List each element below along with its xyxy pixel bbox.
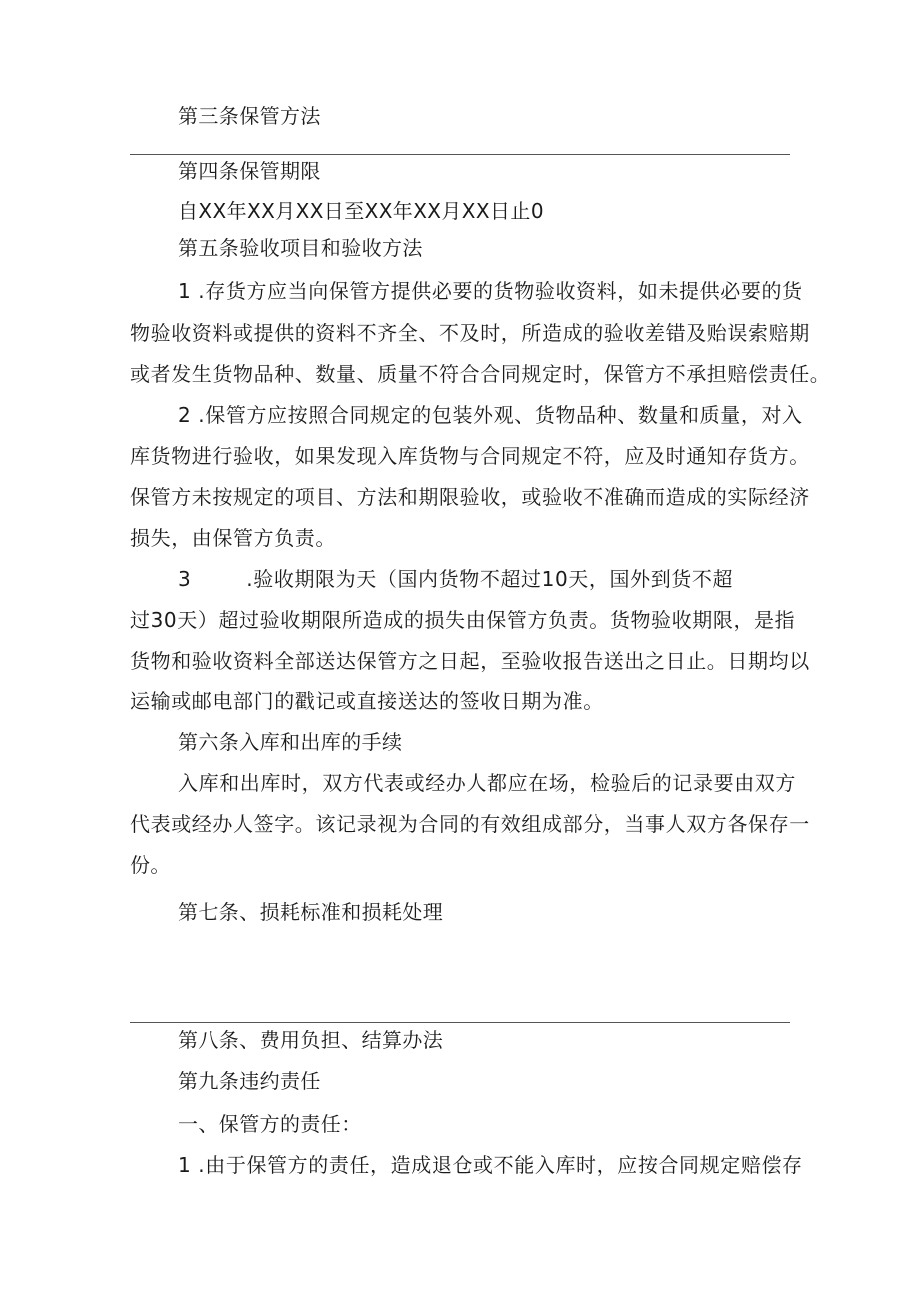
article5-item3-line: 货物和验收资料全部送达保管方之日起，至验收报告送出之日止。日期均以 xyxy=(130,649,810,673)
item-number: 1 xyxy=(178,1153,192,1177)
article9-title: 第九条违约责任 xyxy=(178,1069,321,1093)
article5-item2-line: 损失，由保管方负责。 xyxy=(130,526,336,550)
article5-item2-line: 保管方未按规定的项目、方法和期限验收，或验收不准确而造成的实际经济 xyxy=(130,485,810,509)
item-number: 3 xyxy=(178,567,192,591)
article6-line: 入库和出库时，双方代表或经办人都应在场，检验后的记录要由双方 xyxy=(178,771,796,795)
article6-line: 代表或经办人签字。该记录视为合同的有效组成部分，当事人双方各保存一 xyxy=(130,812,810,836)
article6-line: 份。 xyxy=(130,853,171,877)
article9-subheading: 一、保管方的责任： xyxy=(178,1112,362,1136)
article5-item1-line xyxy=(178,274,803,308)
article6-title: 第六条入库和出库的手续 xyxy=(178,730,403,754)
article4-period-text: 自XX年XX月XX日至XX年XX月XX日止0 xyxy=(178,199,544,223)
item-number: 2 xyxy=(178,403,192,427)
item-text: .验收期限为天（国内货物不超过10天，国外到货不超 xyxy=(246,567,734,591)
article8-title: 第八条、费用负担、结算办法 xyxy=(178,1028,444,1052)
article5-item1-line: 或者发生货物品种、数量、质量不符合合同规定时，保管方不承担赔偿责任。 xyxy=(130,362,831,386)
article5-item2-line: 库货物进行验收，如果发现入库货物与合同规定不符，应及时通知存货方。 xyxy=(130,444,810,468)
item-text: .保管方应按照合同规定的包装外观、货物品种、数量和质量，对入 xyxy=(198,403,803,427)
item-text: .存货方应当向保管方提供必要的货物验收资料，如未提供必要的货 xyxy=(198,279,803,303)
article5-item3-line: 过30天）超过验收期限所造成的损失由保管方负责。货物验收期限，是指 xyxy=(130,608,796,632)
item-text: .由于保管方的责任，造成退仓或不能入库时，应按合同规定赔偿存 xyxy=(198,1153,803,1177)
article5-item1-line: 物验收资料或提供的资料不齐全、不及时，所造成的验收差错及贻误索赔期 xyxy=(130,321,810,345)
article5-item2-line xyxy=(178,398,803,432)
article5-item3-line: 运输或邮电部门的戳记或直接送达的签收日期为准。 xyxy=(130,689,604,713)
article7-title: 第七条、损耗标准和损耗处理 xyxy=(178,900,444,924)
article5-item3-line xyxy=(178,562,733,596)
article3-title: 第三条保管方法 xyxy=(178,104,321,128)
article5-title: 第五条验收项目和验收方法 xyxy=(178,236,423,260)
item-number: 1 xyxy=(178,279,192,303)
article4-title: 第四条保管期限 xyxy=(178,159,321,183)
article9-item1-line xyxy=(178,1148,803,1182)
